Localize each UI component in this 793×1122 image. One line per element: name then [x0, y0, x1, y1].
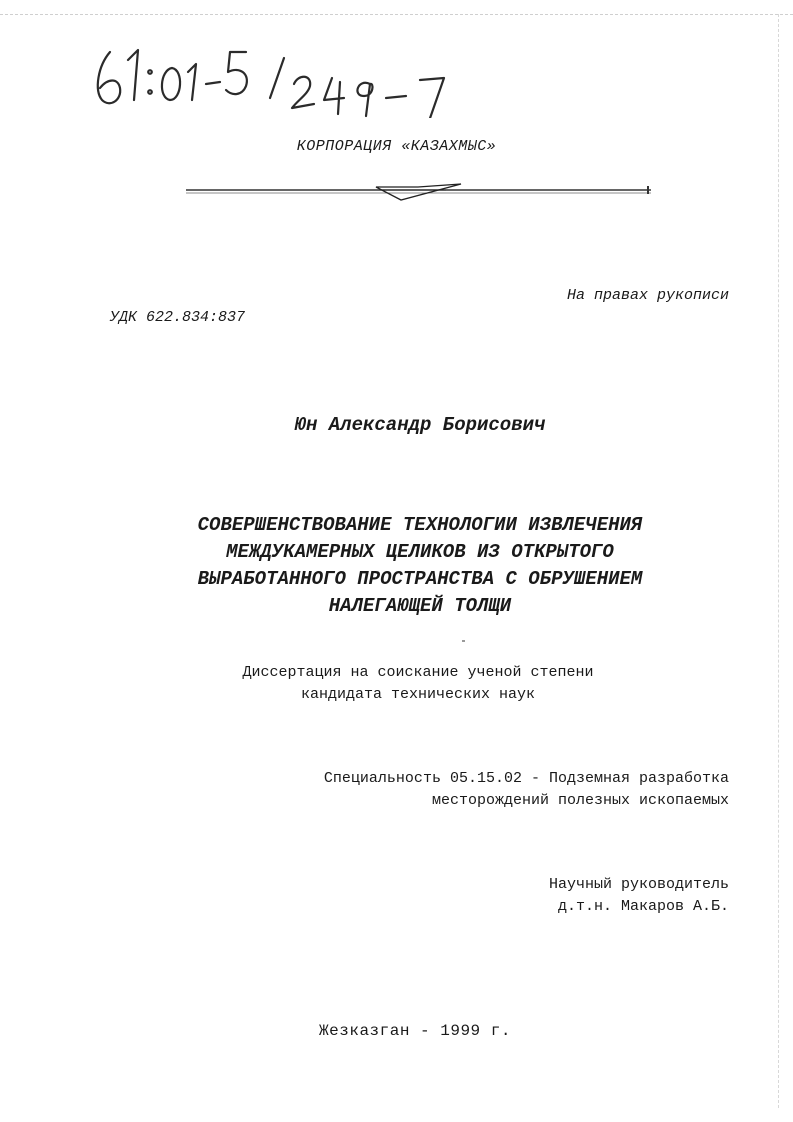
- advisor-line: д.т.н. Макаров А.Б.: [557, 898, 729, 915]
- dissertation-type: [100, 662, 736, 706]
- title-line: ВЫРАБОТАННОГО ПРОСТРАНСТВА С ОБРУШЕНИЕМ: [197, 568, 643, 590]
- dissertation-title: [120, 512, 720, 620]
- dissertation-line: Диссертация на соискание ученой степени: [242, 664, 594, 681]
- dissertation-line: кандидата технических наук: [300, 686, 536, 703]
- udk-code: УДК 622.834:837: [110, 309, 246, 326]
- scientific-advisor: [549, 874, 729, 918]
- city-year: Жезказган - 1999 г.: [319, 1022, 511, 1040]
- scan-speck: [462, 640, 465, 642]
- scan-edge-right: [778, 14, 779, 1108]
- specialty-line: Специальность 05.15.02 - Подземная разработка: [323, 770, 729, 787]
- title-line: МЕЖДУКАМЕРНЫХ ЦЕЛИКОВ ИЗ ОТКРЫТОГО: [226, 541, 614, 563]
- title-line: СОВЕРШЕНСТВОВАНИЕ ТЕХНОЛОГИИ ИЗВЛЕЧЕНИЯ: [197, 514, 643, 536]
- specialty-line: месторождений полезных ископаемых: [431, 792, 729, 809]
- scan-edge-top: [0, 14, 793, 15]
- rights-notice: На правах рукописи: [566, 287, 729, 304]
- handwritten-archive-code: [88, 38, 468, 118]
- corporation-name: КОРПОРАЦИЯ «КАЗАХМЫС»: [296, 138, 497, 155]
- specialty: [324, 768, 729, 812]
- title-line: НАЛЕГАЮЩЕЙ ТОЛЩИ: [328, 595, 512, 617]
- advisor-line: Научный руководитель: [548, 876, 729, 893]
- decorative-divider: [186, 180, 651, 204]
- author-name: Юн Александр Борисович: [294, 414, 546, 436]
